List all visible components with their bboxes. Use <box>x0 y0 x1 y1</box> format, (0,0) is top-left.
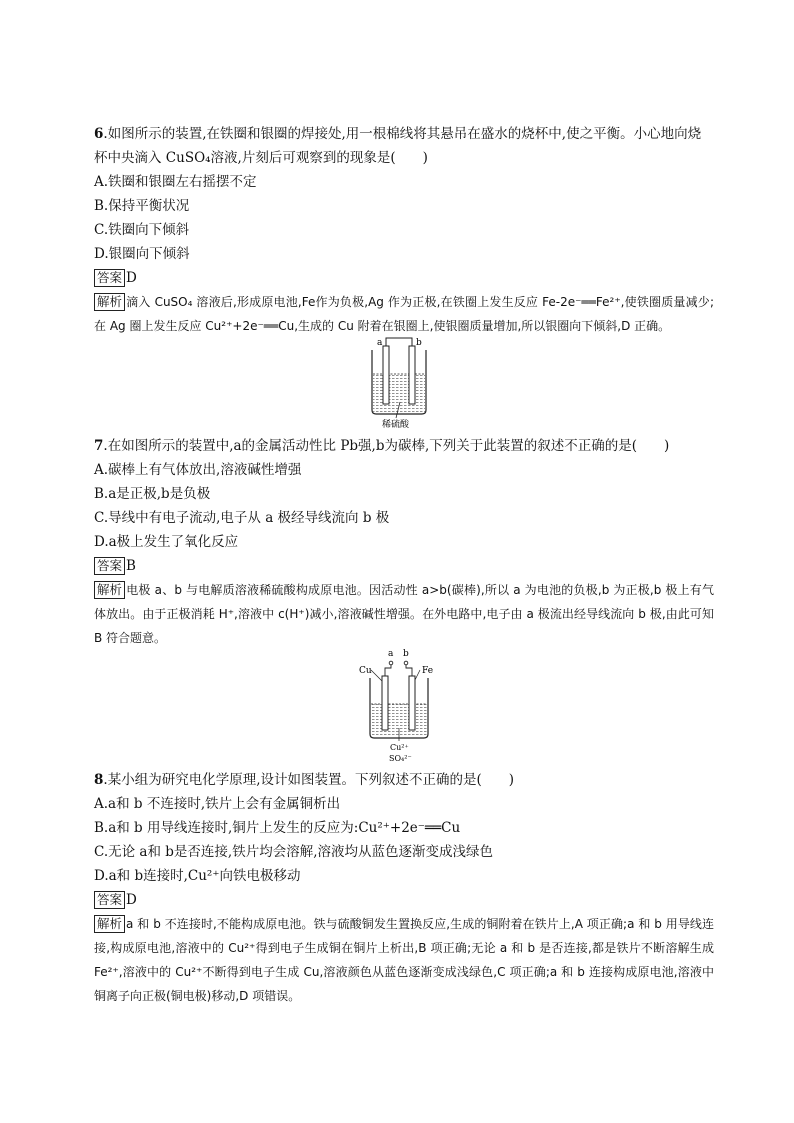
explain-tag: 解析 <box>94 581 125 599</box>
explain-tag: 解析 <box>94 293 125 311</box>
fig8-ion-so4: SO₄²⁻ <box>389 754 412 763</box>
fig8-wire-a <box>385 665 391 676</box>
fig8-ion-cu: Cu²⁺ <box>390 743 409 752</box>
q8-explanation: 解析 a 和 b 不连接时,不能构成原电池。铁与硫酸铜发生置换反应,生成的铜附着在铁片上,A 项正确;a 和 b 用导线连接,构成原电池,溶液中的 Cu²⁺得到电子生成铜在铜片上析出,B 项正确;无论 a 和 b 是否连接,都是铁片不断溶解生成 Fe²⁺,溶液中的 Cu²⁺不断得到电子生成 Cu,溶液颜色从蓝色逐渐变成浅绿色,C 项正确;a 和 b 连接构成原电池,溶液中铜离子向正极(铜电极)移动,D 项错误。 <box>94 916 714 1003</box>
q6-option-a: A.铁圈和银圈左右摇摆不定 <box>94 174 257 190</box>
answer-tag: 答案 <box>94 269 125 287</box>
q8-option-c: C.无论 a和 b是否连接,铁片均会溶解,溶液均从蓝色逐渐变成浅绿色 <box>94 844 493 860</box>
q7-answer-value: B <box>126 558 136 574</box>
answer-tag: 答案 <box>94 557 125 575</box>
fig7-wire <box>386 338 412 372</box>
fig7-electrode-b <box>409 346 415 404</box>
question-6-stem: 6.如图所示的装置,在铁圈和银圈的焊接处,用一根棉线将其悬吊在盛水的烧杯中,使之平衡。小心地向烧杯中央滴入 CuSO₄溶液,片刻后可观察到的现象是( ) <box>94 126 702 166</box>
q7-option-b: B.a是正极,b是负极 <box>94 486 211 502</box>
q6-option-d: D.银圈向下倾斜 <box>94 246 190 262</box>
fig8-label-b: b <box>403 649 409 659</box>
q7-answer <box>94 554 714 578</box>
fig8-electrode-fe <box>409 676 415 730</box>
fig7-label-b: b <box>416 338 422 348</box>
q8-answer <box>94 888 714 912</box>
fig7-caption: 稀硫酸 <box>382 420 410 428</box>
q6-option-b: B.保持平衡状况 <box>94 198 190 214</box>
fig8-label-fe: Fe <box>422 666 434 676</box>
fig8-pointer-cu <box>371 670 383 682</box>
figure-8-apparatus <box>356 646 446 764</box>
question-6-number: 6 <box>94 126 104 142</box>
q8-option-d: D.a和 b连接时,Cu²⁺向铁电极移动 <box>94 868 301 884</box>
fig8-terminal-a <box>389 661 393 665</box>
fig7-label-a: a <box>377 338 383 348</box>
q8-answer-value: D <box>126 892 137 908</box>
q7-option-d: D.a极上发生了氧化反应 <box>94 534 239 550</box>
question-6 <box>94 122 714 338</box>
q8-option-b: B.a和 b 用导线连接时,铜片上发生的反应为:Cu²⁺+2e⁻══Cu <box>94 820 461 836</box>
q7-option-a: A.碳棒上有气体放出,溶液碱性增强 <box>94 462 302 478</box>
question-8-number: 8 <box>94 772 104 788</box>
q8-option-a: A.a和 b 不连接时,铁片上会有金属铜析出 <box>94 796 341 812</box>
q6-answer-value: D <box>126 270 137 286</box>
fig8-electrode-cu <box>382 676 388 730</box>
q7-option-c: C.导线中有电子流动,电子从 a 极经导线流向 b 极 <box>94 510 390 526</box>
explain-tag: 解析 <box>94 915 125 933</box>
question-7 <box>94 434 714 650</box>
fig8-terminal-b <box>404 661 408 665</box>
q6-explanation: 解析 滴入 CuSO₄ 溶液后,形成原电池,Fe作为负极,Ag 作为正极,在铁圈上发生反应 Fe-2e⁻══Fe²⁺,使铁圈质量减少;在 Ag 圈上发生反应 Cu²⁺+2e⁻══Cu,生成的 Cu 附着在银圈上,使银圈质量增加,所以银圈向下倾斜,D 正确。 <box>94 294 714 333</box>
q6-option-c: C.铁圈向下倾斜 <box>94 222 190 238</box>
question-7-stem: 7.在如图所示的装置中,a的金属活动性比 Pb强,b为碳棒,下列关于此装置的叙述不正确的是( ) <box>94 438 670 454</box>
fig8-wire-b <box>406 665 412 676</box>
fig8-label-a: a <box>388 649 394 659</box>
figure-7-apparatus <box>360 332 440 428</box>
question-7-number: 7 <box>94 438 104 454</box>
question-8 <box>94 768 714 1008</box>
question-8-stem: 8.某小组为研究电化学原理,设计如图装置。下列叙述不正确的是( ) <box>94 772 515 788</box>
fig8-label-cu: Cu <box>359 666 372 676</box>
q6-answer <box>94 266 714 290</box>
q7-explanation: 解析 电极 a、b 与电解质溶液稀硫酸构成原电池。因活动性 a>b(碳棒),所以 a 为电池的负极,b 为正极,b 极上有气体放出。由于正极消耗 H⁺,溶液中 c(H⁺)减小,溶液碱性增强。在外电路中,电子由 a 极流出经导线流向 b 极,由此可知 B 符合题意。 <box>94 582 714 645</box>
fig7-electrode-a <box>383 346 389 404</box>
answer-tag: 答案 <box>94 891 125 909</box>
